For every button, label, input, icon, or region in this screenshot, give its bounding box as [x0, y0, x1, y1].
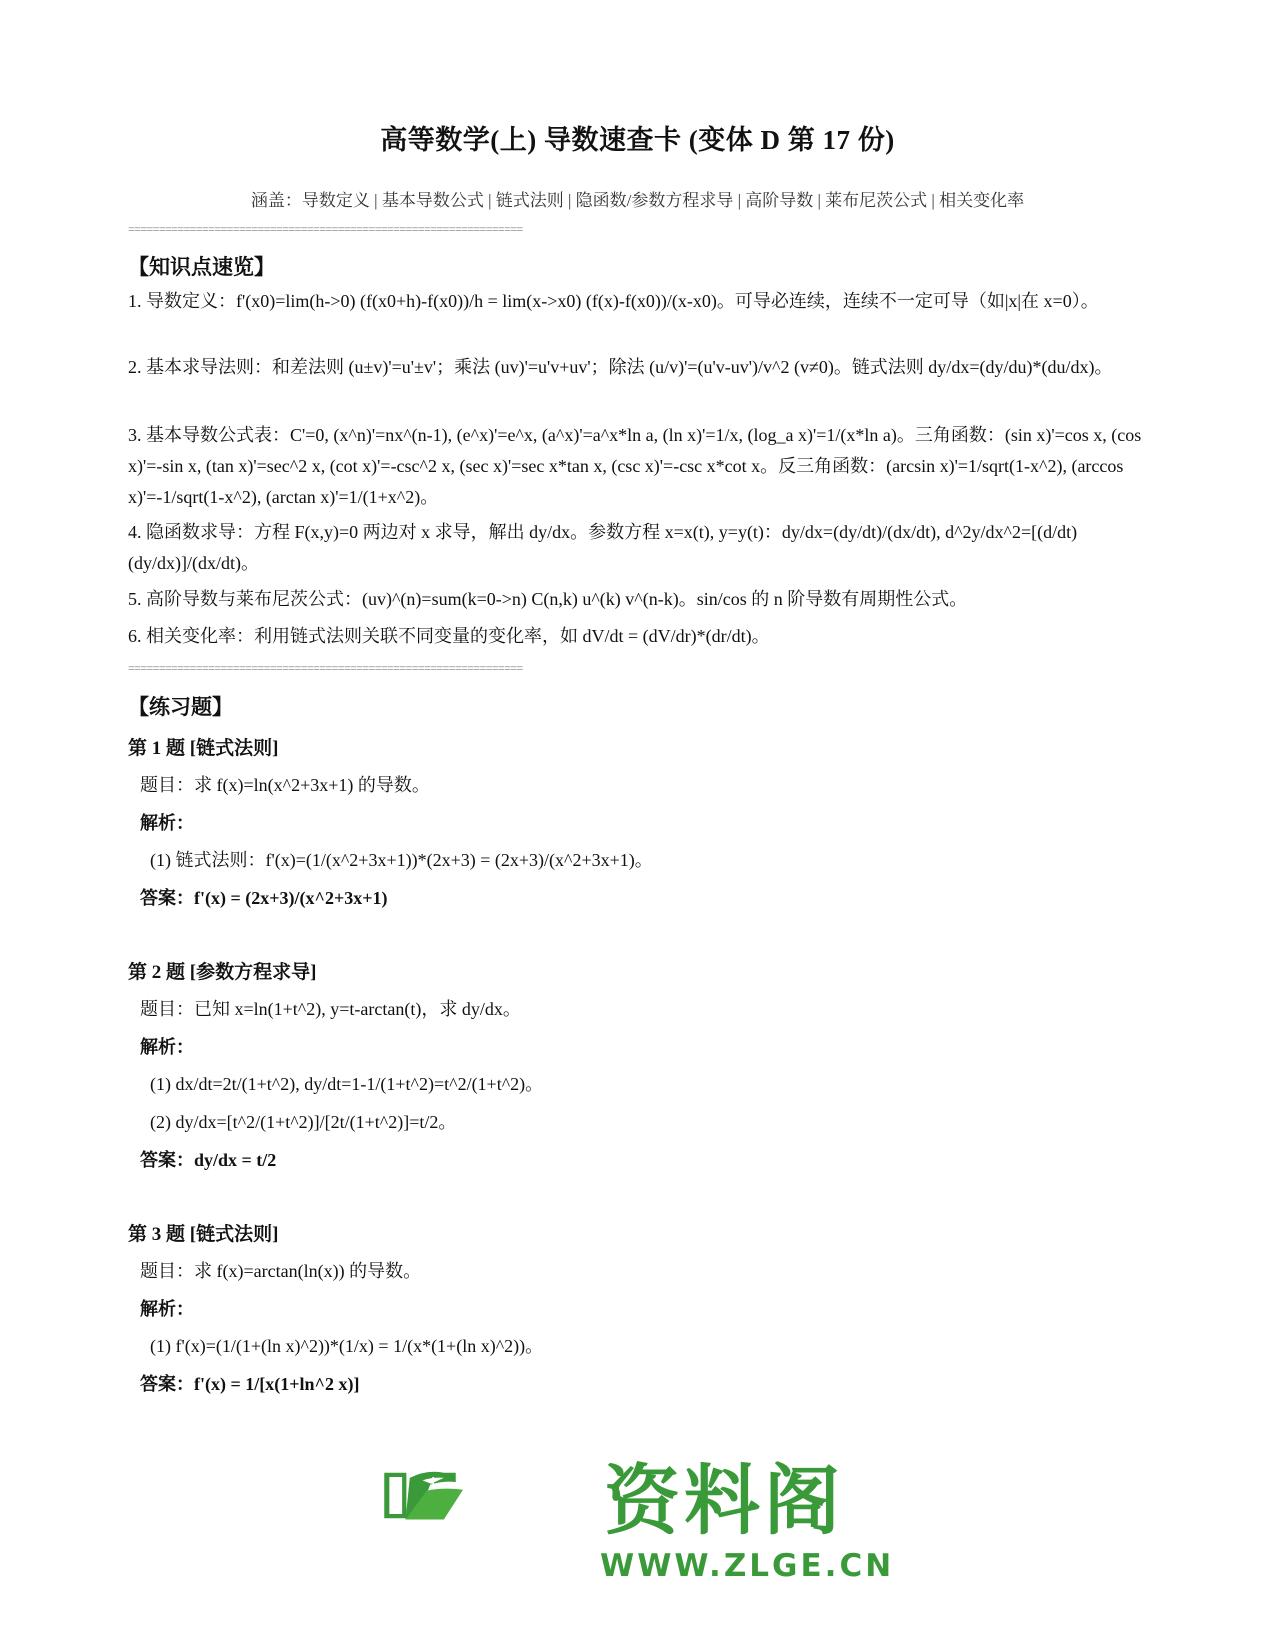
- question-3-analysis-label: 解析：: [140, 1299, 194, 1319]
- divider-rule: ================================================================: [128, 222, 523, 236]
- knowledge-item-6: 6. 相关变化率：利用链式法则关联不同变量的变化率，如 dV/dt = (dV/dr)*(dr/dt)。: [128, 626, 770, 646]
- document-title: 高等数学(上) 导数速查卡 (变体 D 第 17 份): [380, 125, 895, 155]
- question-1-title: 第 1 题 [链式法则]: [128, 738, 279, 759]
- knowledge-item-1: 1. 导数定义：f'(x0)=lim(h->0) (f(x0+h)-f(x0))/h = lim(x->x0) (f(x)-f(x0))/(x-x0)。可导必连续，连续不一定可导（如|x|在 x=0）。: [128, 291, 1099, 311]
- exercises-heading: 【练习题】: [128, 695, 233, 719]
- watermark-name: 资料阁: [604, 1456, 844, 1545]
- knowledge-item-2: 2. 基本求导法则：和差法则 (u±v)'=u'±v'；乘法 (uv)'=u'v+uv'；除法 (u/v)'=(u'v-uv')/v^2 (v≠0)。链式法则 dy/dx=(dy/du)*(du/dx)。: [128, 357, 1113, 377]
- question-2-step-1: (1) dx/dt=2t/(1+t^2), dy/dt=1-1/(1+t^2)=t^2/(1+t^2)。: [150, 1074, 544, 1094]
- knowledge-item-3: 3. 基本导数公式表：C'=0, (x^n)'=nx^(n-1), (e^x)'=e^x, (a^x)'=a^x*ln a, (ln x)'=1/x, (log_a x)'=1/(x*ln a)。三角函数：(sin x)'=cos x, (cos x)'=-sin x, (tan x)'=sec^2 x, (cot x)'=-csc^2 x, (sec x)'=sec x*tan x, (csc x)'=-csc x*cot x。反三角函数：(arcsin x)'=1/sqrt(1-x^2), (arccos x)'=-1/sqrt(1-x^2), (arctan x)'=1/(1+x^2)。: [128, 425, 1142, 507]
- knowledge-item-4: 4. 隐函数求导：方程 F(x,y)=0 两边对 x 求导，解出 dy/dx。参数方程 x=x(t), y=y(t)：dy/dx=(dy/dt)/(dx/dt), d^2y/dx^2=[(d/dt)(dy/dx)]/(dx/dt)。: [128, 522, 1078, 573]
- question-1-answer: 答案：f'(x) = (2x+3)/(x^2+3x+1): [140, 888, 388, 908]
- question-2-analysis-label: 解析：: [140, 1037, 194, 1057]
- knowledge-heading: 【知识点速览】: [128, 255, 275, 279]
- question-2-answer: 答案：dy/dx = t/2: [140, 1150, 277, 1170]
- question-3-title: 第 3 题 [链式法则]: [128, 1224, 279, 1245]
- knowledge-item-5: 5. 高阶导数与莱布尼茨公式：(uv)^(n)=sum(k=0->n) C(n,k) u^(k) v^(n-k)。sin/cos 的 n 阶导数有周期性公式。: [128, 589, 968, 609]
- watermark-url: WWW.ZLGE.CN: [600, 1548, 895, 1584]
- question-1-text: 题目：求 f(x)=ln(x^2+3x+1) 的导数。: [140, 775, 430, 795]
- question-3-step-1: (1) f'(x)=(1/(1+(ln x)^2))*(1/x) = 1/(x*(1+(ln x)^2))。: [150, 1336, 544, 1356]
- question-2-title: 第 2 题 [参数方程求导]: [128, 962, 317, 983]
- question-1-analysis-label: 解析：: [140, 813, 194, 833]
- document-subtitle: 涵盖：导数定义 | 基本导数公式 | 链式法则 | 隐函数/参数方程求导 | 高阶导数 | 莱布尼茨公式 | 相关变化率: [250, 191, 1025, 210]
- question-2-text: 题目：已知 x=ln(1+t^2), y=t-arctan(t)，求 dy/dx。: [140, 999, 521, 1019]
- divider-rule: ================================================================: [128, 661, 523, 675]
- question-2-step-2: (2) dy/dx=[t^2/(1+t^2)]/[2t/(1+t^2)]=t/2。: [150, 1112, 457, 1132]
- question-3-answer: 答案：f'(x) = 1/[x(1+ln^2 x)]: [140, 1374, 360, 1394]
- question-3-text: 题目：求 f(x)=arctan(ln(x)) 的导数。: [140, 1261, 422, 1281]
- question-1-step-1: (1) 链式法则：f'(x)=(1/(x^2+3x+1))*(2x+3) = (2x+3)/(x^2+3x+1)。: [150, 850, 653, 870]
- open-book-folder-icon: [380, 1432, 580, 1562]
